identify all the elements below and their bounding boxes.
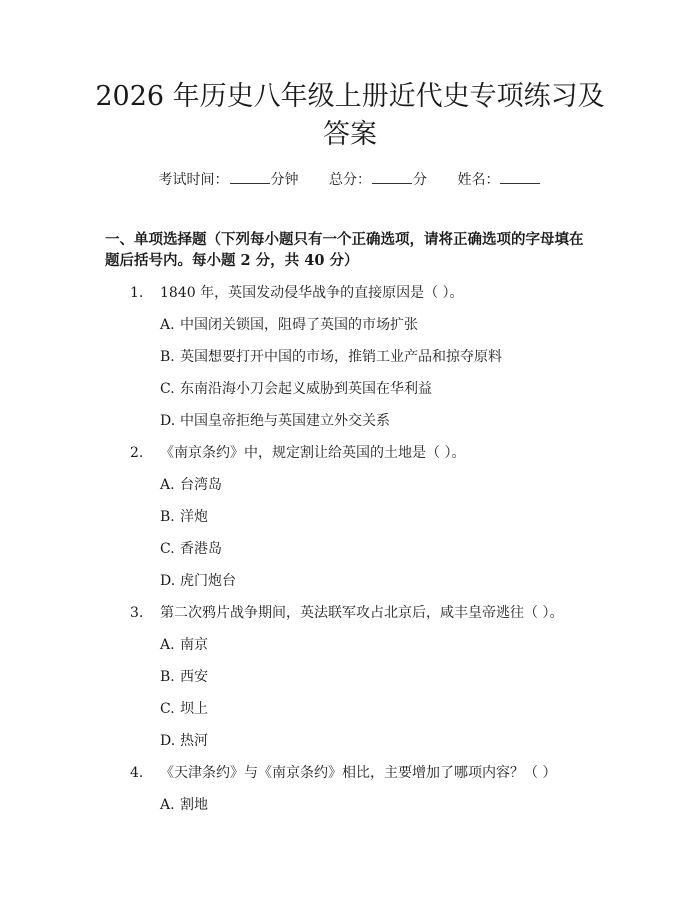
question-number: 2. xyxy=(130,445,144,461)
student-name-blank xyxy=(500,169,540,184)
question-3-option-b xyxy=(0,667,700,699)
option-text: 热河 xyxy=(180,733,208,749)
option-text: 西安 xyxy=(180,669,208,685)
question-stem: 第二次鸦片战争期间，英法联军攻占北京后，咸丰皇帝逃往（ ）。 xyxy=(160,605,564,621)
question-2-option-a xyxy=(0,475,700,507)
question-1 xyxy=(0,283,700,315)
option-text: 台湾岛 xyxy=(180,477,222,493)
question-3-option-c xyxy=(0,699,700,731)
exam-time-unit: 分钟 xyxy=(270,172,299,188)
total-score-unit: 分 xyxy=(413,172,427,188)
question-number: 4. xyxy=(130,765,144,781)
question-stem: 《天津条约》与《南京条约》相比，主要增加了哪项内容？（ ） xyxy=(160,765,557,781)
option-text: 中国皇帝拒绝与英国建立外交关系 xyxy=(180,413,390,429)
exam-time-field xyxy=(159,169,299,190)
question-4 xyxy=(0,763,700,795)
option-text: 坝上 xyxy=(180,701,208,717)
total-score-label: 总分： xyxy=(329,172,371,188)
option-letter: C. xyxy=(160,701,175,717)
total-score-field xyxy=(329,169,427,190)
question-stem: 《南京条约》中，规定割让给英国的土地是（ ）。 xyxy=(160,445,466,461)
student-name-field xyxy=(457,169,541,190)
question-list xyxy=(0,283,700,827)
exam-time-blank xyxy=(230,169,270,184)
option-text: 虎门炮台 xyxy=(180,573,236,589)
question-3-option-a xyxy=(0,635,700,667)
option-letter: B. xyxy=(160,669,175,685)
option-text: 中国闭关锁国，阻碍了英国的市场扩张 xyxy=(180,317,418,333)
question-1-option-a xyxy=(0,315,700,347)
option-letter: B. xyxy=(160,349,175,365)
option-letter: C. xyxy=(160,381,175,397)
question-number: 3. xyxy=(130,605,144,621)
question-number: 1. xyxy=(130,285,144,301)
option-letter: A. xyxy=(160,477,175,493)
document-title: 2026 年历史八年级上册近代史专项练习及答案 xyxy=(95,81,605,150)
option-letter: A. xyxy=(160,797,175,813)
question-stem: 1840 年，英国发动侵华战争的直接原因是（ ）。 xyxy=(160,285,464,301)
question-1-option-d xyxy=(0,411,700,443)
question-3-option-d xyxy=(0,731,700,763)
option-letter: A. xyxy=(160,317,175,333)
question-1-option-b xyxy=(0,347,700,379)
option-letter: D. xyxy=(160,573,176,589)
option-letter: D. xyxy=(160,733,176,749)
option-text: 南京 xyxy=(180,637,208,653)
option-text: 香港岛 xyxy=(180,541,222,557)
question-2-option-b xyxy=(0,507,700,539)
question-2 xyxy=(0,443,700,475)
question-4-option-a xyxy=(0,795,700,827)
question-2-option-c xyxy=(0,539,700,571)
option-text: 洋炮 xyxy=(180,509,208,525)
exam-meta-line xyxy=(0,169,700,190)
section-heading: 一、单项选择题（下列每小题只有一个正确选项，请将正确选项的字母填在题后括号内。每小题 2 分，共 40 分） xyxy=(105,231,584,269)
option-text: 东南沿海小刀会起义威胁到英国在华利益 xyxy=(180,381,432,397)
option-letter: B. xyxy=(160,509,175,525)
student-name-label: 姓名： xyxy=(457,172,500,188)
option-text: 英国想要打开中国的市场，推销工业产品和掠夺原料 xyxy=(180,349,502,365)
question-3 xyxy=(0,603,700,635)
question-1-option-c xyxy=(0,379,700,411)
question-2-option-d xyxy=(0,571,700,603)
option-letter: A. xyxy=(160,637,175,653)
option-letter: C. xyxy=(160,541,175,557)
option-text: 割地 xyxy=(180,797,208,813)
option-letter: D. xyxy=(160,413,176,429)
total-score-blank xyxy=(372,169,412,184)
exam-time-label: 考试时间： xyxy=(158,172,229,188)
